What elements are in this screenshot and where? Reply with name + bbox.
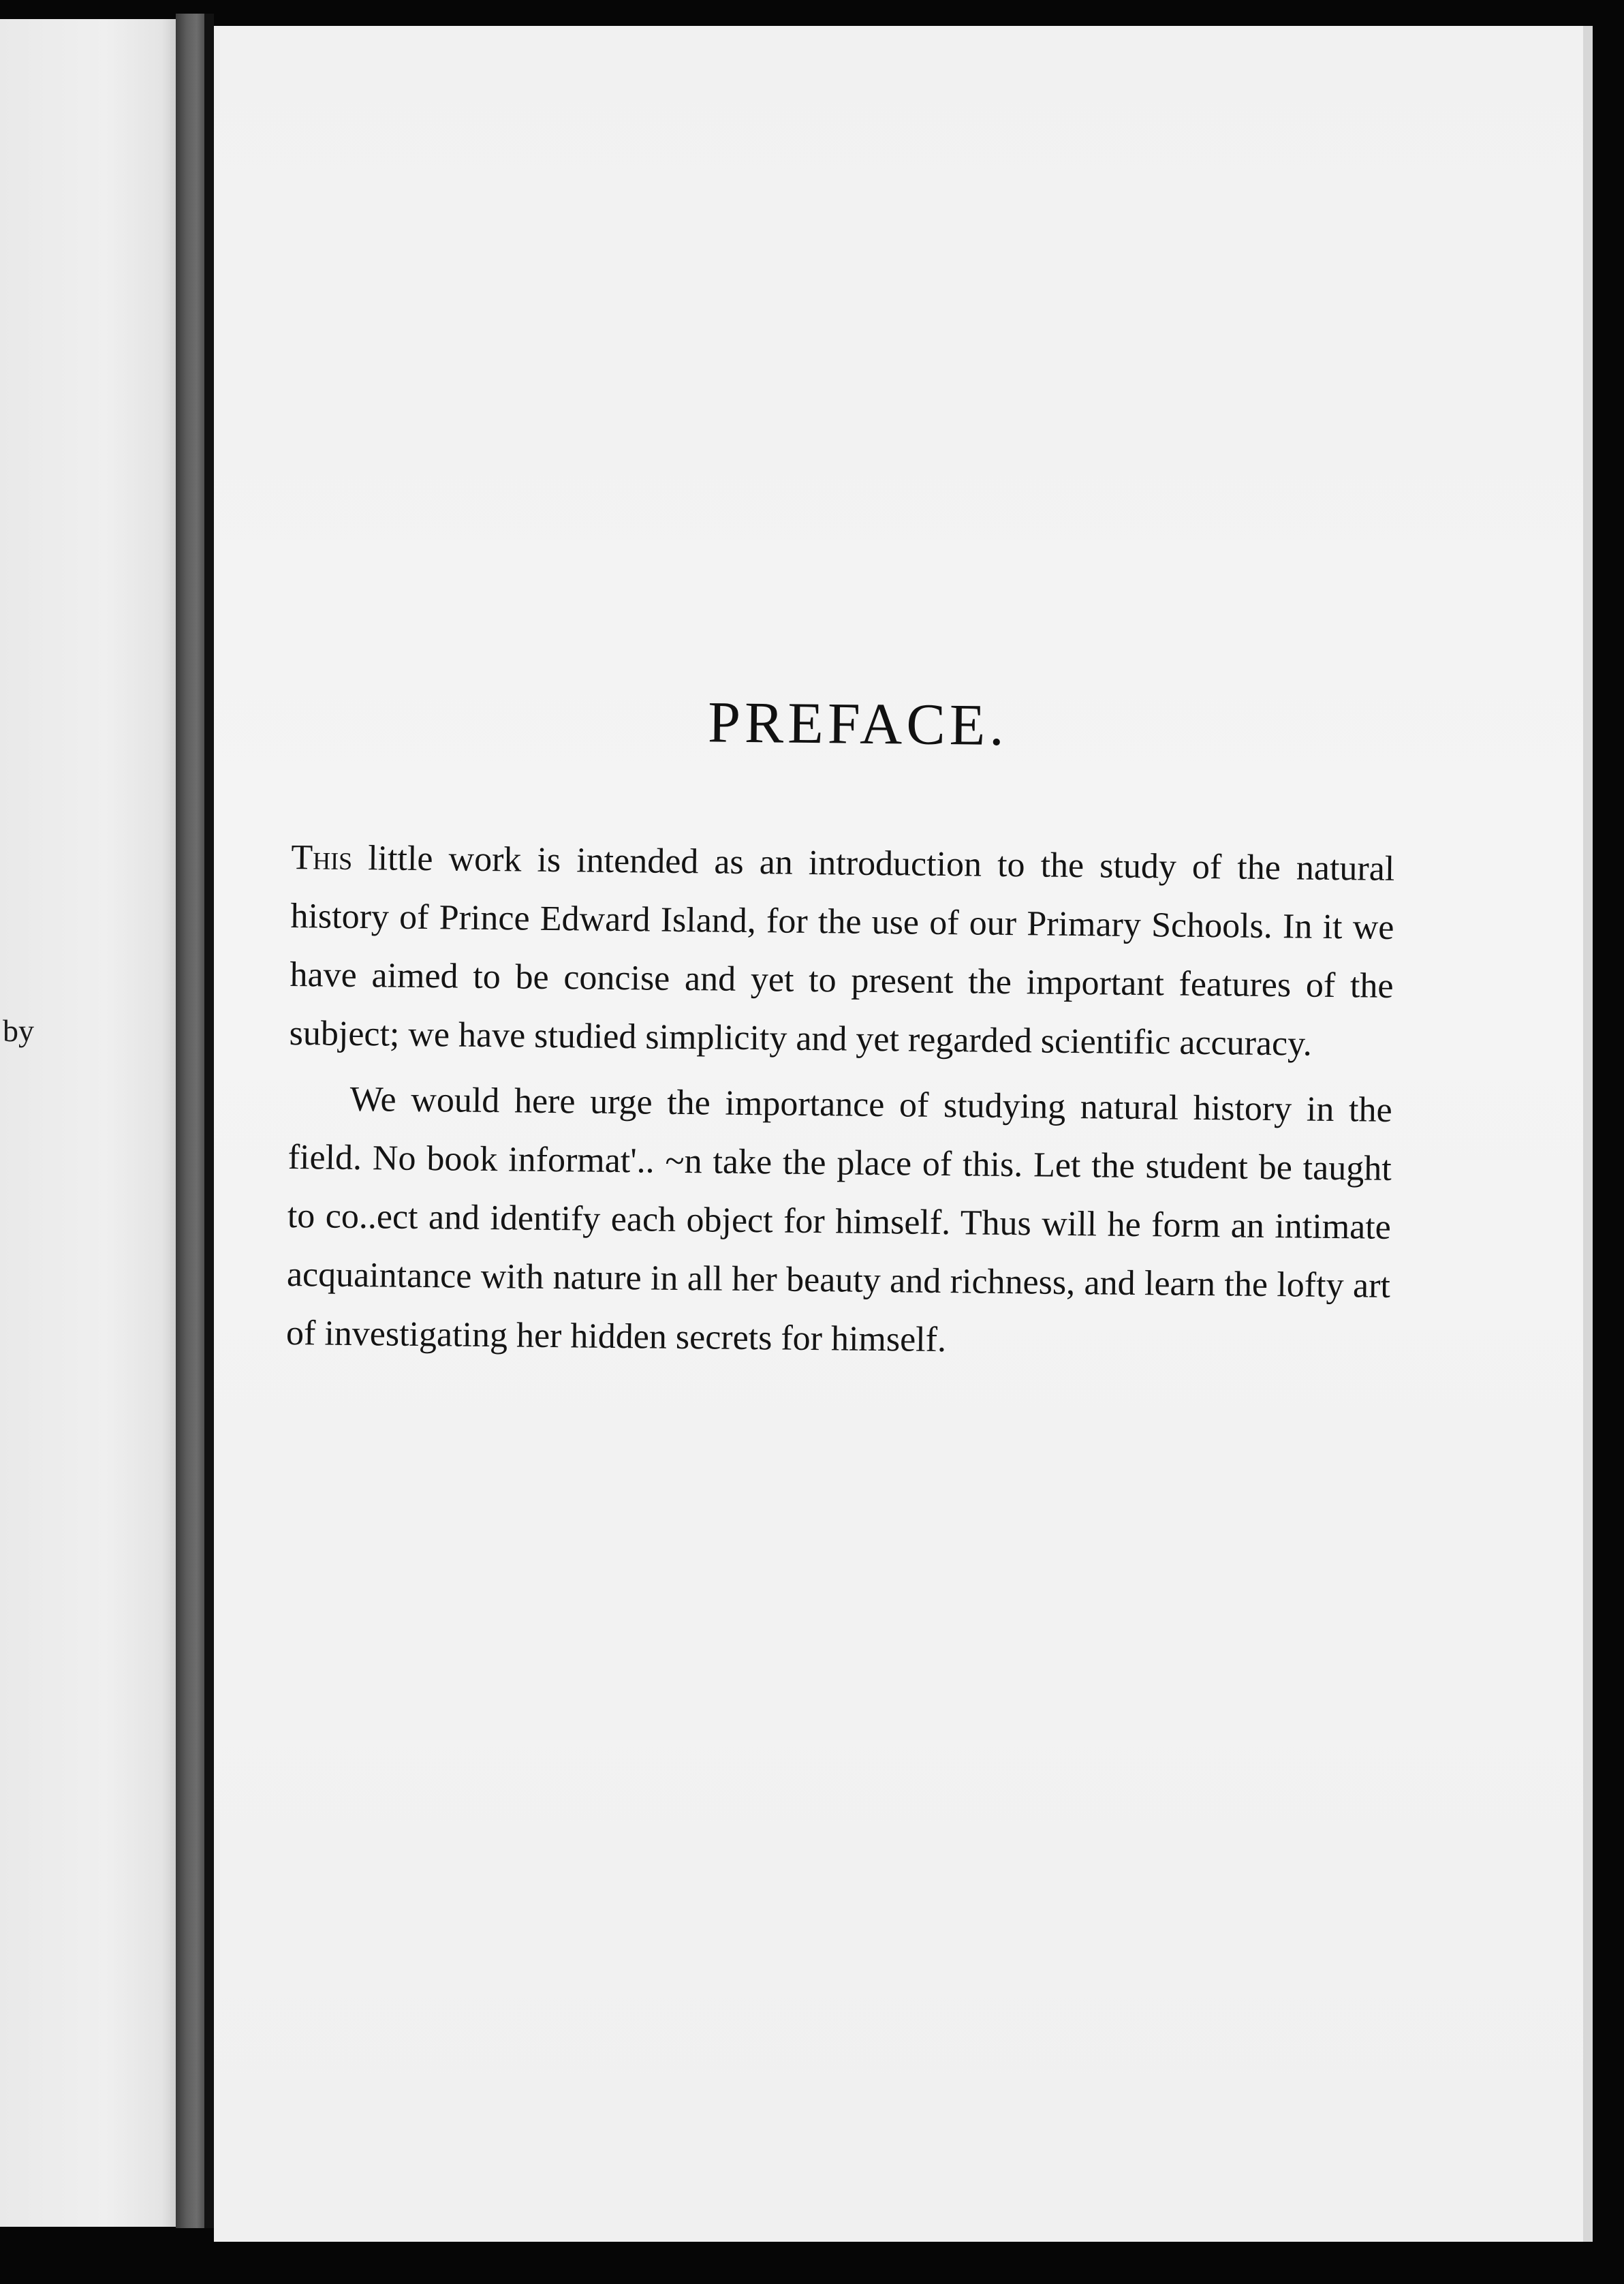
- preface-content: [286, 688, 1396, 1374]
- paragraph-lead-word: This: [291, 837, 353, 878]
- preface-paragraph-2: [286, 1070, 1392, 1374]
- page-title: PREFACE.: [707, 689, 1009, 758]
- paragraph-body: little work is intended as an introduction to the study of the natural history of Prince Edward Island, for the use of our Primary Schools. In it we have aimed to be concise and yet to present the important features of the subject; we have studied simplicity and yet regarded scientific accuracy.: [289, 838, 1395, 1064]
- paragraph-body: We would here urge the importance of studying natural history in the field. No book informat'.. ~n take the place of this. Let the student be taught to co..ect and identify each object for himself. Thus will he form an intimate acquaintance with nature in all her beauty and richness, and learn the lofty art of investigating her hidden secrets for himself.: [285, 1079, 1392, 1360]
- gutter-shadow: [204, 14, 214, 2228]
- preface-paragraph-1: [289, 829, 1395, 1075]
- page-edge: [1583, 26, 1593, 2242]
- previous-page-fragment: [0, 19, 176, 2227]
- previous-page-word: by: [3, 1013, 34, 1048]
